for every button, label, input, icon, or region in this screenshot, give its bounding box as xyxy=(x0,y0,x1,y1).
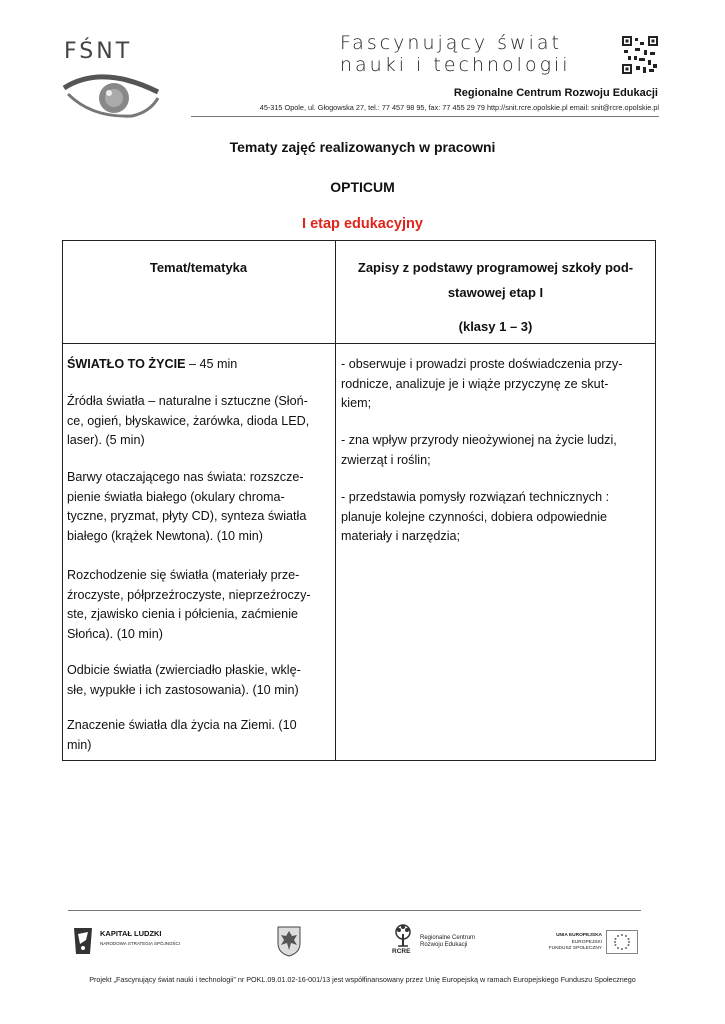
curriculum-header-line: stawowej etap I xyxy=(447,285,544,300)
text-line: białego (krążek Newtona). (10 min) xyxy=(67,528,263,543)
org-address: 45-315 Opole, ul. Głogowska 27, tel.: 77 457 98 95, fax: 77 455 29 79 http://snit.rcre.opolskie.pl email: snit@rcre.opolskie.pl xyxy=(259,103,659,112)
eu-fund-line1: EUROPEJSKI xyxy=(571,940,602,945)
lab-name: OPTICUM xyxy=(330,179,395,195)
eu-flag-icon xyxy=(606,930,638,954)
text-line: słe, wypukłe i ich zastosowania). (10 min) xyxy=(67,682,299,697)
text-line: - obserwuje i prowadzi proste doświadczenia przy- xyxy=(341,357,623,371)
column-header-curriculum xyxy=(340,255,651,305)
tree-icon xyxy=(392,924,414,948)
kapital-ludzki-icon xyxy=(70,926,96,956)
topic-title: ŚWIATŁO TO ŻYCIE xyxy=(67,357,186,371)
topic-heading xyxy=(67,355,329,375)
qr-code-icon xyxy=(622,36,658,74)
rcre-abbr: RCRE xyxy=(392,948,411,955)
table-header-divider xyxy=(62,343,656,344)
text-line: Znaczenie światła dla życia na Ziemi. (10 xyxy=(67,718,297,732)
eu-name: UNIA EUROPEJSKA xyxy=(556,933,602,938)
text-line: Rozchodzenie się światła (materiały prze- xyxy=(67,568,300,582)
rcre-logo xyxy=(390,924,490,958)
text-line: zwierząt i roślin; xyxy=(341,452,431,467)
topic-paragraph xyxy=(67,661,329,700)
curriculum-header-line: Zapisy z podstawy programowej szkoły pod- xyxy=(357,260,634,275)
text-line: Słońca). (10 min) xyxy=(67,626,163,641)
curriculum-item xyxy=(341,488,651,547)
education-stage: I etap edukacyjny xyxy=(302,216,423,232)
eye-logo-icon xyxy=(62,36,162,126)
text-line: materiały i narzędzia; xyxy=(341,529,460,543)
org-name: Regionalne Centrum Rozwoju Edukacji xyxy=(453,87,658,99)
column-header-topic: Temat/tematyka xyxy=(149,260,248,275)
topic-paragraph xyxy=(67,716,329,755)
rcre-name-line1: Regionalne Centrum xyxy=(420,935,476,941)
fsnt-logo xyxy=(62,36,162,126)
document-title: Tematy zajęć realizowanych w pracowni xyxy=(229,139,496,155)
project-title-banner xyxy=(340,32,615,80)
kapital-ludzki-subtitle: NARODOWA STRATEGIA SPÓJNOŚCI xyxy=(100,941,181,946)
text-line: Źródła światła – naturalne i sztuczne (Słoń- xyxy=(67,394,308,408)
table-column-divider xyxy=(335,240,336,761)
eu-fund-line2: FUNDUSZ SPOŁECZNY xyxy=(548,946,602,951)
project-funding-note: Projekt „Fascynujący świat nauki i technologii” nr POKL.09.01.02-16-001/13 jest współfinansowany przez Unię Europejską w ramach Europejskiego Funduszu Społecznego xyxy=(89,975,636,984)
topic-paragraph xyxy=(67,566,329,644)
opolskie-coat-of-arms-icon xyxy=(276,925,302,957)
header-divider xyxy=(191,116,659,117)
text-line: Barwy otaczającego nas świata: rozszcze- xyxy=(67,470,304,484)
curriculum-item xyxy=(341,431,651,470)
project-title-line1: Fascynujący świat xyxy=(340,32,562,54)
text-line: planuje kolejne czynności, dobiera odpowiednie xyxy=(341,509,608,524)
topic-paragraph xyxy=(67,392,329,451)
project-title-line2: nauki i technologii xyxy=(340,54,571,76)
text-line: tyczne, pryzmat, płyty CD), synteza światła xyxy=(67,509,307,523)
text-line: - zna wpływ przyrody nieożywionej na życie ludzi, xyxy=(341,433,617,447)
topic-duration: – 45 min xyxy=(185,357,238,371)
curriculum-item xyxy=(341,355,651,414)
kapital-ludzki-logo xyxy=(70,924,190,958)
logo-text: FŚNT xyxy=(64,39,133,64)
column-header-grades: (klasy 1 – 3) xyxy=(458,319,533,334)
text-line: min) xyxy=(67,737,92,752)
text-line: laser). (5 min) xyxy=(67,433,145,447)
text-line: źroczyste, półprzeźroczyste, nieprzeźroczy- xyxy=(67,587,311,602)
text-line: pienie światła białego (okulary chroma- xyxy=(67,489,285,504)
text-line: ce, ogień, błyskawice, żarówka, dioda LED, xyxy=(67,413,310,428)
text-line: - przedstawia pomysły rozwiązań technicznych : xyxy=(341,490,610,504)
eu-logo xyxy=(548,930,638,956)
topic-paragraph xyxy=(67,468,329,546)
text-line: kiem; xyxy=(341,396,372,410)
text-line: Odbicie światła (zwierciadło płaskie, wklę- xyxy=(67,663,301,677)
footer-divider xyxy=(68,910,641,911)
kapital-ludzki-title: KAPITAŁ LUDZKI xyxy=(100,929,162,938)
text-line: ste, zjawisko cienia i półcienia, zaćmienie xyxy=(67,607,298,621)
rcre-name-line2: Rozwoju Edukacji xyxy=(420,942,468,948)
text-line: rodnicze, analizuje je i wiąże przyczynę ze skut- xyxy=(341,376,609,391)
